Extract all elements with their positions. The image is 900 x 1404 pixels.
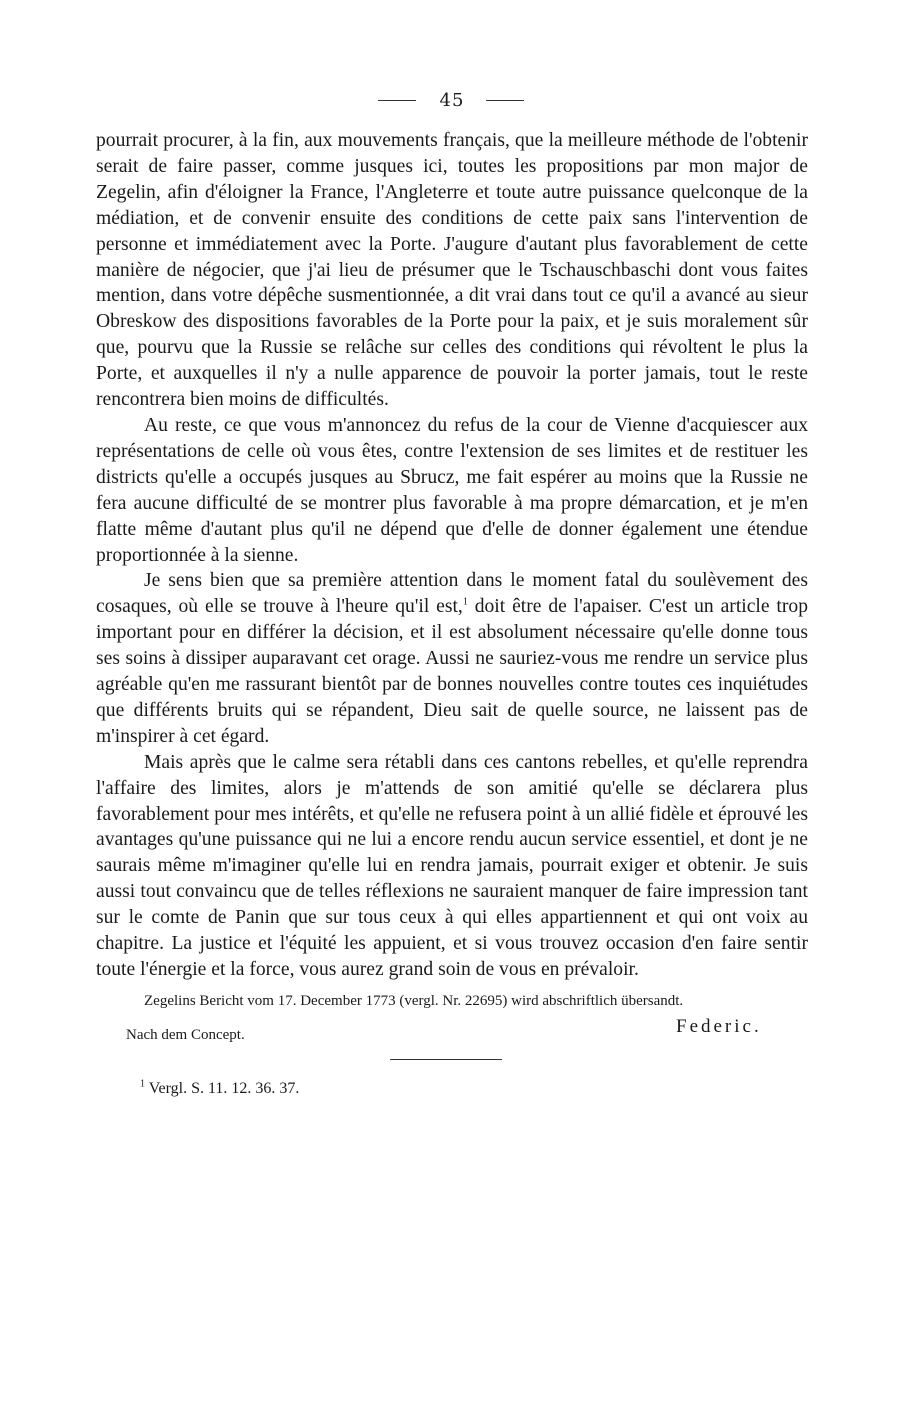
document-page (96, 86, 808, 1100)
header-dash-right (486, 100, 524, 101)
signature: Federic. (676, 1015, 762, 1037)
editorial-notes (96, 991, 808, 1053)
footnote-reference[interactable]: 1 (462, 596, 468, 608)
paragraph-1: pourrait procurer, à la fin, aux mouvements français, que la meilleure méthode de l'obtenir serait de faire passer, comme jusques ici, toutes les propositions par mon major de Zegelin, afin d'éloigner la France, l'Angleterre et toute autre puissance quelconque de la médiation, et de convenir ensuite des conditions de cette paix sans l'intervention de personne et immédiatement avec la Porte. J'augure d'autant plus favorablement de cette manière de négocier, que j'ai lieu de présumer que le Tschauschbaschi dont vous faites mention, dans votre dépêche susmentionnée, a dit vrai dans tout ce qu'il a avancé au sieur Obreskow des dispositions favorables de la Porte pour la paix, et je suis moralement sûr que, pourvu que la Russie se relâche sur celles des conditions qui révoltent le plus la Porte, et auxquelles il n'y a nulle apparence de pouvoir la porter jamais, tout le reste rencontrera bien moins de difficultés. (96, 130, 808, 411)
header-dash-left (378, 100, 416, 101)
page-number: 45 (439, 90, 465, 111)
paragraph-3-start: Je sens bien que sa première attention dans le moment fatal du soulèvement des cosaques, où elle se trouve à l'heure qu'il est, (96, 570, 808, 618)
footnote-separator (390, 1059, 502, 1060)
paragraph-3-end: doit être de l'apaiser. C'est un article trop important pour en différer la décision, et il est absolument nécessaire qu'elle donne tous ses soins à dissiper auparavant cet orage. Aussi ne sauriez-vous me rendre un service plus agréable qu'en me rassurant bientôt par de bonnes nouvelles contre toutes ces inquiétudes que différents bruits qui se répandent, Dieu sait de quelle source, ne laissent pas de m'inspirer à cet égard. (96, 596, 808, 747)
signoff-block (96, 1015, 808, 1053)
concept-note: Nach dem Concept. (126, 1026, 245, 1043)
page-header (96, 86, 808, 116)
letter-body (96, 128, 808, 983)
footnote (140, 1078, 808, 1100)
paragraph-3 (96, 568, 808, 749)
paragraph-2: Au reste, ce que vous m'annoncez du refus de la cour de Vienne d'acquiescer aux représentations de celle où vous êtes, contre l'extension de ses limites et de restituer les districts qu'elle a occupés jusques au Sbrucz, me fait espérer au moins que la Russie ne fera aucune difficulté de se montrer plus favorable à ma propre démarcation, et je m'en flatte même d'autant plus qu'il ne dépend que d'elle de donner également une étendue proportionnée à la sienne. (96, 414, 808, 566)
paragraph-4: Mais après que le calme sera rétabli dans ces cantons rebelles, et qu'elle reprendra l'affaire des limites, alors je m'attends de son amitié qu'elle se déclarera plus favorablement pour mes intérêts, et qu'elle ne refusera point à un allié fidèle et éprouvé les avantages qu'une puissance qui ne lui a encore rendu aucun service essentiel, et dont je ne saurais même m'imaginer qu'elle lui en rendra jamais, pourrait exiger et obtenir. Je suis aussi tout convaincu que de telles réflexions ne sauraient manquer de faire impression tant sur le comte de Panin que sur tous ceux à qui elles appartiennent et qui ont voix au chapitre. La justice et l'équité les appuient, et si vous trouvez occasion d'en faire sentir toute l'énergie et la force, vous aurez grand soin de vous en prévaloir. (96, 751, 808, 980)
footnote-marker: 1 (140, 1078, 145, 1090)
footnote-text: Vergl. S. 11. 12. 36. 37. (145, 1079, 300, 1097)
report-note: Zegelins Bericht vom 17. December 1773 (vergl. Nr. 22695) wird abschriftlich übersandt. (144, 992, 684, 1009)
